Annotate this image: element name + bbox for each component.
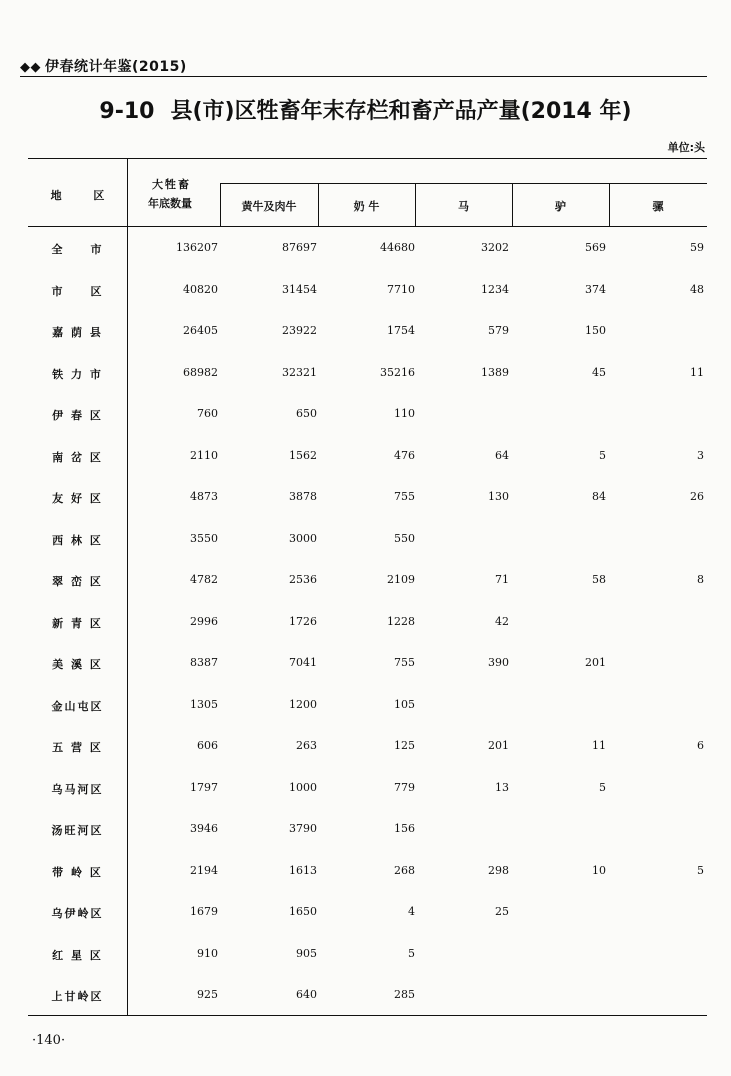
book-header [20, 56, 187, 76]
cell-cattle: 1000 [289, 780, 317, 794]
unit-label: 单位:头 [667, 141, 705, 154]
table-row [28, 366, 707, 386]
region-name: 铁 力 市 [52, 367, 103, 381]
cell-horse: 3202 [481, 241, 509, 254]
table-bottom-rule [28, 1015, 707, 1016]
table-title-text: 县(市)区牲畜年末存栏和畜产品产量(2014 年) [170, 99, 632, 124]
cell-cattle: 32321 [282, 365, 317, 379]
cell-dairy: 1754 [387, 324, 415, 337]
cell-dairy: 110 [394, 407, 415, 420]
cell-total: 2194 [190, 863, 218, 877]
cell-total: 40820 [183, 282, 218, 296]
cell-donkey: 45 [592, 365, 606, 379]
table-row [28, 615, 707, 635]
cell-horse: 13 [495, 780, 509, 794]
region-name: 上甘岭区 [51, 990, 104, 1003]
table-row [28, 449, 707, 469]
cell-cattle: 1726 [289, 614, 317, 628]
region-name: 带 岭 区 [52, 865, 103, 879]
cell-total: 2110 [190, 448, 218, 462]
cell-dairy: 1228 [387, 614, 415, 628]
region-name: 伊 春 区 [52, 409, 103, 422]
cell-total: 925 [197, 988, 218, 1001]
column-header-horse: 马 [458, 200, 469, 213]
cell-mule: 59 [690, 241, 704, 254]
header-bottom-rule [28, 226, 707, 227]
table-row [28, 781, 707, 801]
cell-total: 68982 [183, 365, 218, 379]
cell-dairy: 550 [394, 531, 415, 545]
cell-donkey: 5 [599, 448, 606, 462]
cell-dairy: 5 [408, 946, 415, 960]
region-name: 乌伊岭区 [51, 907, 104, 920]
cell-cattle: 905 [296, 946, 317, 960]
subheader-rule [220, 183, 707, 184]
cell-mule: 6 [697, 739, 704, 752]
region-name: 翠 峦 区 [52, 575, 103, 588]
cell-total: 26405 [183, 324, 218, 337]
cell-mule: 8 [697, 573, 704, 586]
cell-total: 910 [197, 946, 218, 960]
table-number: 9-10 [99, 99, 155, 124]
diamond-icon: ◆◆ [20, 60, 41, 75]
table-title [0, 94, 731, 125]
region-name: 西 林 区 [52, 533, 103, 547]
cell-dairy: 4 [408, 905, 415, 918]
cell-total: 1797 [190, 780, 218, 794]
column-header-total-line1: 大牲畜 [152, 178, 191, 191]
table-row [28, 864, 707, 884]
cell-dairy: 156 [394, 822, 415, 835]
cell-total: 136207 [176, 241, 218, 254]
cell-dairy: 105 [394, 697, 415, 711]
region-name: 新 青 区 [52, 616, 103, 630]
cell-horse: 1234 [481, 282, 509, 296]
table-row [28, 407, 707, 427]
cell-horse: 25 [495, 905, 509, 918]
cell-horse: 130 [488, 490, 509, 503]
cell-cattle: 87697 [282, 241, 317, 254]
cell-horse: 201 [488, 739, 509, 752]
region-name: 五 营 区 [52, 741, 103, 754]
cell-total: 1679 [190, 905, 218, 918]
region-name: 美 溪 区 [52, 658, 103, 671]
cell-donkey: 374 [585, 282, 606, 296]
cell-cattle: 640 [296, 988, 317, 1001]
table-row [28, 988, 707, 1008]
cell-mule: 26 [690, 490, 704, 503]
table-top-rule [28, 158, 707, 159]
cell-cattle: 650 [296, 407, 317, 420]
column-header-region: 地 区 [50, 189, 119, 202]
cell-dairy: 755 [394, 490, 415, 503]
column-header-cattle: 黄牛及肉牛 [241, 200, 297, 213]
table-row [28, 739, 707, 759]
cell-donkey: 201 [585, 656, 606, 669]
cell-dairy: 2109 [387, 573, 415, 586]
cell-cattle: 7041 [289, 656, 317, 669]
table-row [28, 905, 707, 925]
table-row [28, 698, 707, 718]
book-title: 伊春统计年鉴(2015) [45, 59, 187, 75]
cell-cattle: 263 [296, 739, 317, 752]
cell-horse: 1389 [481, 365, 509, 379]
cell-horse: 64 [495, 448, 509, 462]
cell-donkey: 84 [592, 490, 606, 503]
cell-dairy: 7710 [387, 282, 415, 296]
cell-dairy: 44680 [380, 241, 415, 254]
cell-horse: 579 [488, 324, 509, 337]
column-header-mule: 骡 [652, 200, 664, 213]
table-row [28, 947, 707, 967]
cell-total: 2996 [190, 614, 218, 628]
region-name: 金山屯区 [51, 699, 104, 713]
cell-dairy: 285 [394, 988, 415, 1001]
cell-donkey: 5 [599, 780, 606, 794]
cell-donkey: 150 [585, 324, 606, 337]
table-row [28, 532, 707, 552]
table-row [28, 822, 707, 842]
table-row [28, 490, 707, 510]
table-row [28, 241, 707, 261]
table-row [28, 283, 707, 303]
cell-dairy: 779 [394, 780, 415, 794]
region-name: 汤旺河区 [51, 824, 104, 837]
region-name: 嘉 荫 县 [52, 326, 103, 339]
cell-total: 8387 [190, 656, 218, 669]
region-name: 友 好 区 [52, 492, 103, 505]
cell-cattle: 31454 [282, 282, 317, 296]
cell-total: 3550 [190, 531, 218, 545]
column-header-dairy: 奶 牛 [353, 200, 380, 213]
cell-cattle: 23922 [282, 324, 317, 337]
cell-donkey: 10 [592, 863, 606, 877]
column-header-donkey: 驴 [555, 200, 566, 213]
cell-cattle: 3790 [289, 822, 317, 835]
cell-cattle: 1650 [289, 905, 317, 918]
cell-horse: 390 [488, 656, 509, 669]
cell-horse: 42 [495, 614, 509, 628]
table-row [28, 656, 707, 676]
cell-mule: 3 [697, 448, 704, 462]
region-name: 全 市 [51, 243, 104, 256]
cell-total: 760 [197, 407, 218, 420]
cell-donkey: 58 [592, 573, 606, 586]
cell-cattle: 3000 [289, 531, 317, 545]
cell-donkey: 11 [592, 739, 606, 752]
column-header-total-line2: 年底数量 [148, 197, 192, 210]
cell-cattle: 3878 [289, 490, 317, 503]
cell-total: 4782 [190, 573, 218, 586]
cell-donkey: 569 [585, 241, 606, 254]
cell-dairy: 755 [394, 656, 415, 669]
cell-total: 4873 [190, 490, 218, 503]
cell-cattle: 2536 [289, 573, 317, 586]
region-name: 市 区 [51, 284, 104, 298]
column-header-total [148, 175, 218, 213]
cell-cattle: 1200 [289, 697, 317, 711]
cell-dairy: 125 [394, 739, 415, 752]
cell-cattle: 1562 [289, 448, 317, 462]
cell-total: 3946 [190, 822, 218, 835]
cell-horse: 71 [495, 573, 509, 586]
cell-dairy: 268 [394, 863, 415, 877]
region-name: 红 星 区 [52, 948, 103, 962]
cell-horse: 298 [488, 863, 509, 877]
cell-dairy: 35216 [380, 365, 415, 379]
cell-mule: 48 [690, 282, 704, 296]
cell-mule: 11 [690, 365, 704, 379]
table-row [28, 324, 707, 344]
cell-total: 1305 [190, 697, 218, 711]
region-name: 乌马河区 [51, 782, 104, 796]
cell-mule: 5 [697, 863, 704, 877]
cell-cattle: 1613 [289, 863, 317, 877]
header-rule [20, 76, 707, 77]
page-number: ·140· [32, 1033, 66, 1048]
table-row [28, 573, 707, 593]
cell-dairy: 476 [394, 448, 415, 462]
region-name: 南 岔 区 [52, 450, 103, 464]
cell-total: 606 [197, 739, 218, 752]
